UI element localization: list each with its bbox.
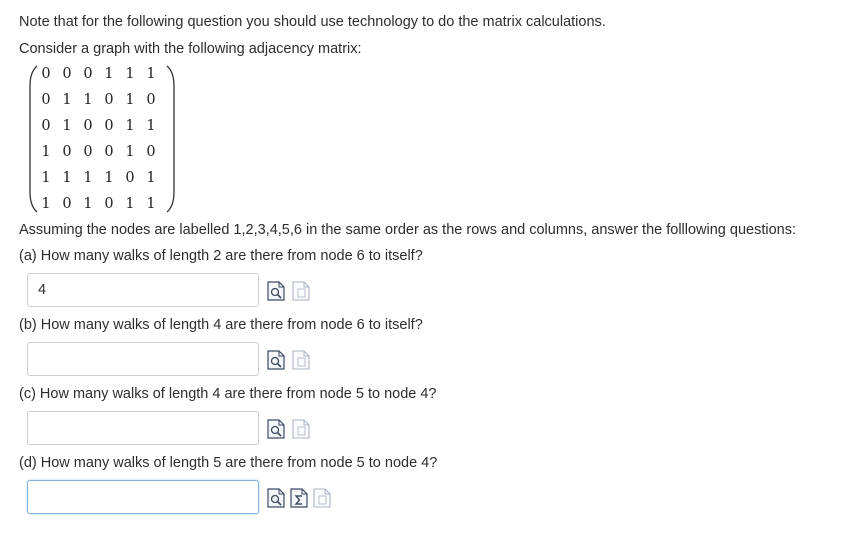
matrix-cell: 0 <box>83 144 93 160</box>
matrix-cell: 1 <box>41 170 51 186</box>
matrix-cell: 1 <box>125 196 135 212</box>
matrix-cell: 0 <box>125 170 135 186</box>
matrix-cell: 1 <box>146 118 156 134</box>
matrix-cell: 1 <box>41 144 51 160</box>
question-d: (d) How many walks of length 5 are there from node 5 to node 4? <box>19 455 438 471</box>
matrix-cell: 0 <box>104 144 114 160</box>
matrix-cell: 1 <box>104 66 114 82</box>
matrix-cell: 1 <box>62 118 72 134</box>
matrix-cell: 0 <box>83 66 93 82</box>
question-c: (c) How many walks of length 4 are there from node 5 to node 4? <box>19 386 437 402</box>
graph-description: Consider a graph with the following adjacency matrix: <box>19 41 362 57</box>
matrix-cell: 1 <box>83 196 93 212</box>
answer-input-a[interactable] <box>27 273 259 307</box>
adjacency-matrix <box>28 64 176 214</box>
matrix-cell: 1 <box>83 92 93 108</box>
right-paren-icon <box>166 64 176 214</box>
matrix-cell: 1 <box>83 170 93 186</box>
preview-icon[interactable] <box>266 487 286 509</box>
preview-icon[interactable] <box>266 349 286 371</box>
matrix-cell: 0 <box>104 196 114 212</box>
matrix-cell: 1 <box>41 196 51 212</box>
question-a: (a) How many walks of length 2 are there from node 6 to itself? <box>19 248 423 264</box>
matrix-cell: 0 <box>104 118 114 134</box>
help-page-icon[interactable] <box>312 487 332 509</box>
answer-input-b[interactable] <box>27 342 259 376</box>
matrix-cell: 1 <box>125 144 135 160</box>
help-page-icon[interactable] <box>291 280 311 302</box>
help-page-icon[interactable] <box>291 418 311 440</box>
matrix-cell: 1 <box>62 92 72 108</box>
matrix-cell: 1 <box>146 196 156 212</box>
matrix-cell: 0 <box>62 196 72 212</box>
help-page-icon[interactable] <box>291 349 311 371</box>
matrix-cell: 1 <box>146 170 156 186</box>
answer-input-d[interactable] <box>27 480 259 514</box>
matrix-cell: 1 <box>104 170 114 186</box>
matrix-cell: 0 <box>104 92 114 108</box>
matrix-cell: 1 <box>125 66 135 82</box>
matrix-cell: 0 <box>146 92 156 108</box>
matrix-cell: 0 <box>62 66 72 82</box>
matrix-cell: 0 <box>41 66 51 82</box>
matrix-cell: 1 <box>146 66 156 82</box>
assumption-text: Assuming the nodes are labelled 1,2,3,4,5,6 in the same order as the rows and columns, answer the folllowing questions: <box>19 222 797 238</box>
formula-icon[interactable] <box>289 487 309 509</box>
matrix-cell: 0 <box>83 118 93 134</box>
matrix-cell: 0 <box>41 92 51 108</box>
answer-input-c[interactable] <box>27 411 259 445</box>
matrix-cell: 0 <box>62 144 72 160</box>
matrix-cell: 1 <box>125 118 135 134</box>
preview-icon[interactable] <box>266 418 286 440</box>
matrix-cell: 0 <box>146 144 156 160</box>
matrix-cell: 0 <box>41 118 51 134</box>
left-paren-icon <box>28 64 38 214</box>
matrix-cell: 1 <box>62 170 72 186</box>
question-b: (b) How many walks of length 4 are there from node 6 to itself? <box>19 317 423 333</box>
matrix-cell: 1 <box>125 92 135 108</box>
preview-icon[interactable] <box>266 280 286 302</box>
intro-note: Note that for the following question you should use technology to do the matrix calculations. <box>19 14 606 30</box>
